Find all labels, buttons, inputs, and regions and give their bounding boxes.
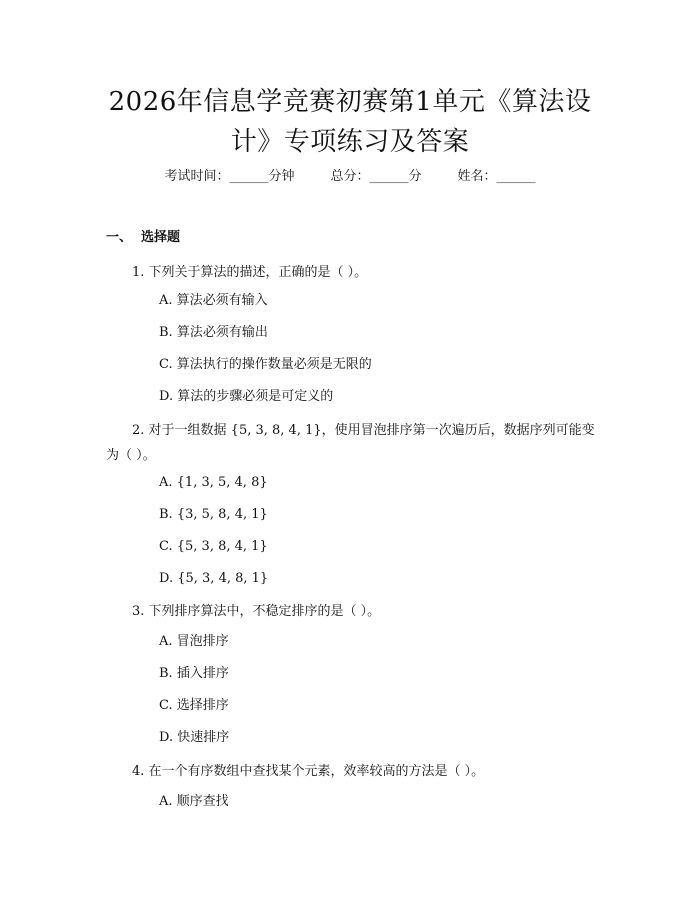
question-2-option-c: C. {5, 3, 8, 4, 1} <box>159 539 268 554</box>
exam-meta <box>0 168 700 186</box>
name-label: 姓名：______ <box>457 169 536 184</box>
question-text: 1. 下列关于算法的描述，正确的是（ ）。 <box>132 265 368 280</box>
total-score-label: 总分：______分 <box>330 169 422 184</box>
title-line-1: 2026年信息学竞赛初赛第1单元《算法设 <box>108 87 592 117</box>
question-1-option-a: A. 算法必须有输入 <box>159 293 268 308</box>
question-3 <box>106 599 596 624</box>
question-text: 4. 在一个有序数组中查找某个元素，效率较高的方法是（ ）。 <box>132 764 485 779</box>
question-3-option-b: B. 插入排序 <box>159 666 229 681</box>
question-1-option-b: B. 算法必须有输出 <box>159 325 268 340</box>
document-title <box>0 82 700 162</box>
section-number: 一、 <box>106 230 133 245</box>
question-2-option-d: D. {5, 3, 4, 8, 1} <box>159 571 269 586</box>
question-1 <box>106 260 596 285</box>
question-1-option-c: C. 算法执行的操作数量必须是无限的 <box>159 357 372 372</box>
question-2-option-a: A. {1, 3, 5, 4, 8} <box>159 475 268 490</box>
question-4 <box>106 759 596 784</box>
question-text: 3. 下列排序算法中，不稳定排序的是（ ）。 <box>132 604 381 619</box>
question-3-option-c: C. 选择排序 <box>159 698 229 713</box>
exam-time-label: 考试时间：______分钟 <box>164 169 295 184</box>
question-4-option-a: A. 顺序查找 <box>159 794 229 809</box>
question-3-option-d: D. 快速排序 <box>159 730 230 745</box>
section-heading <box>106 229 180 247</box>
title-line-2: 计》专项练习及答案 <box>230 127 470 157</box>
question-1-option-d: D. 算法的步骤必须是可定义的 <box>159 389 334 404</box>
section-title: 选择题 <box>141 230 181 245</box>
question-2 <box>106 418 596 468</box>
question-2-option-b: B. {3, 5, 8, 4, 1} <box>159 507 268 522</box>
question-3-option-a: A. 冒泡排序 <box>159 634 229 649</box>
question-text: 2. 对于一组数据 {5, 3, 8, 4, 1}，使用冒泡排序第一次遍历后，数据序列可能变为（ ）。 <box>106 423 595 463</box>
